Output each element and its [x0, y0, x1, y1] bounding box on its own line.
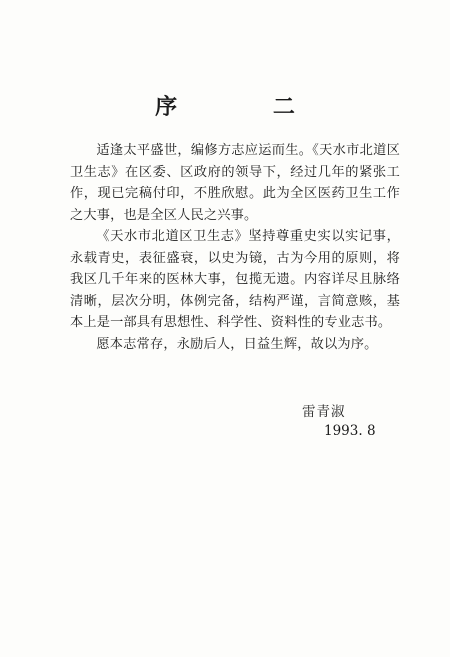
page-title: 序 二: [155, 94, 339, 120]
paragraph-2: 《天水市北道区卫生志》坚持尊重史实以实记事，永载青史，表征盛衰，以史为镜，古为今用的原则，将我区几千年来的医林大事，包揽无遗。内容详尽且脉络清晰，层次分明，体例完备，结构严谨，言简意赅，基本上是一部具有思想性、科学性、资料性的专业志书。: [70, 229, 400, 330]
preface-body: [70, 140, 400, 355]
author-signature: 雷青淑: [302, 404, 346, 420]
paragraph-1: 适逢太平盛世，编修方志应运而生。《天水市北道区卫生志》在区委、区政府的领导下，经过几年的紧张工作，现已完稿付印，不胜欣慰。此为全区医药卫生工作之大事，也是全区人民之兴事。: [70, 143, 400, 223]
signature-date: 1993. 8: [324, 423, 376, 439]
paragraph-3: 愿本志常存，永励后人，日益生辉，故以为序。: [96, 336, 378, 352]
